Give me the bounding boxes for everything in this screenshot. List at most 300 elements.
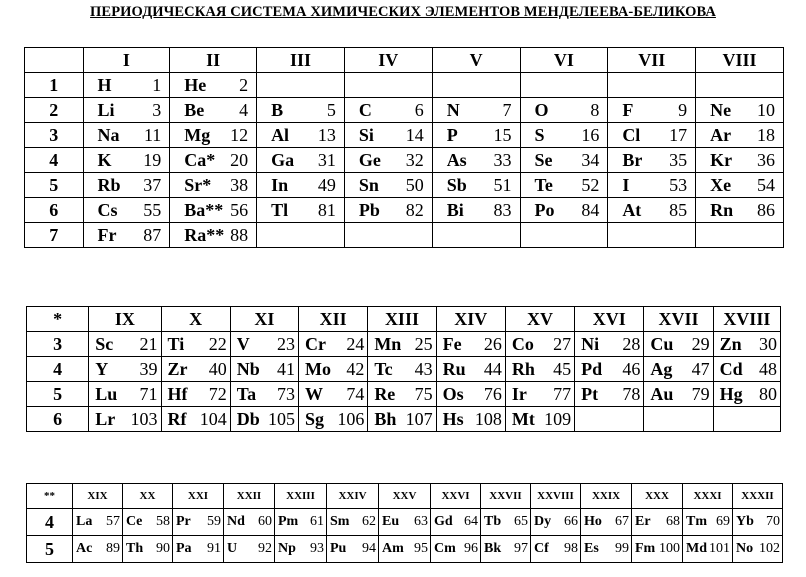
atomic-number: 14 bbox=[405, 124, 424, 145]
atomic-number: 16 bbox=[581, 124, 600, 145]
group-header-row bbox=[25, 48, 784, 73]
element-cell bbox=[644, 357, 713, 382]
element-symbol: N bbox=[446, 99, 460, 120]
element-cell bbox=[632, 509, 683, 536]
period-number: 4 bbox=[25, 148, 84, 173]
atomic-number: 2 bbox=[239, 74, 249, 95]
atomic-number: 40 bbox=[208, 358, 227, 379]
element-cell bbox=[275, 509, 327, 536]
atomic-number: 23 bbox=[277, 333, 296, 354]
group-header: XXVII bbox=[481, 484, 531, 509]
element-cell bbox=[696, 173, 784, 198]
element-cell bbox=[161, 357, 230, 382]
atomic-number: 95 bbox=[414, 541, 428, 556]
group-header: XXXI bbox=[683, 484, 733, 509]
element-symbol: Cl bbox=[622, 124, 641, 145]
element-cell bbox=[575, 332, 644, 357]
element-cell bbox=[432, 173, 520, 198]
atomic-number: 47 bbox=[691, 358, 710, 379]
atomic-number: 20 bbox=[230, 149, 249, 170]
empty-cell bbox=[608, 223, 696, 248]
element-symbol: Zn bbox=[719, 333, 742, 354]
atomic-number: 103 bbox=[130, 408, 158, 429]
element-cell bbox=[733, 536, 783, 563]
atomic-number: 18 bbox=[757, 124, 775, 145]
atomic-number: 101 bbox=[709, 541, 730, 556]
element-symbol: Mt bbox=[511, 408, 535, 429]
element-symbol: Lu bbox=[95, 383, 118, 404]
atomic-number: 91 bbox=[207, 541, 221, 556]
group-header: VIII bbox=[696, 48, 784, 73]
empty-cell bbox=[432, 73, 520, 98]
corner-cell: * bbox=[27, 307, 89, 332]
element-cell bbox=[520, 198, 608, 223]
element-symbol: As bbox=[446, 149, 467, 170]
element-cell bbox=[644, 332, 713, 357]
atomic-number: 32 bbox=[405, 149, 424, 170]
element-cell bbox=[632, 536, 683, 563]
group-header: V bbox=[432, 48, 520, 73]
element-symbol: Te bbox=[534, 174, 553, 195]
element-cell bbox=[83, 223, 170, 248]
atomic-number: 99 bbox=[615, 541, 629, 556]
element-cell bbox=[344, 98, 432, 123]
atomic-number: 108 bbox=[474, 408, 502, 429]
element-cell bbox=[379, 536, 431, 563]
element-symbol: Sc bbox=[95, 333, 114, 354]
period-row bbox=[25, 173, 784, 198]
atomic-number: 68 bbox=[666, 514, 680, 529]
element-symbol: Se bbox=[534, 149, 553, 170]
element-symbol: Pd bbox=[581, 358, 603, 379]
period-number: 6 bbox=[27, 407, 89, 432]
element-cell bbox=[344, 123, 432, 148]
element-symbol: W bbox=[305, 383, 324, 404]
element-cell bbox=[608, 148, 696, 173]
element-cell bbox=[123, 536, 173, 563]
period-row bbox=[27, 382, 781, 407]
element-symbol: Ba** bbox=[184, 199, 224, 220]
element-symbol: O bbox=[534, 99, 549, 120]
group-header: XXV bbox=[379, 484, 431, 509]
element-symbol: Cs bbox=[97, 199, 118, 220]
atomic-number: 8 bbox=[590, 99, 600, 120]
element-cell bbox=[224, 509, 275, 536]
atomic-number: 41 bbox=[277, 358, 296, 379]
atomic-number: 79 bbox=[691, 383, 710, 404]
period-number: 3 bbox=[27, 332, 89, 357]
atomic-number: 86 bbox=[757, 199, 775, 220]
atomic-number: 37 bbox=[143, 174, 162, 195]
element-symbol: K bbox=[97, 149, 112, 170]
element-symbol: Os bbox=[442, 383, 464, 404]
element-cell bbox=[89, 407, 161, 432]
atomic-number: 3 bbox=[152, 99, 162, 120]
atomic-number: 74 bbox=[346, 383, 365, 404]
atomic-number: 48 bbox=[759, 358, 777, 379]
element-cell bbox=[83, 98, 170, 123]
element-cell bbox=[575, 382, 644, 407]
atomic-number: 12 bbox=[230, 124, 249, 145]
atomic-number: 35 bbox=[669, 149, 688, 170]
atomic-number: 82 bbox=[405, 199, 424, 220]
empty-cell bbox=[257, 223, 345, 248]
element-cell bbox=[432, 98, 520, 123]
period-number: 7 bbox=[25, 223, 84, 248]
element-symbol: C bbox=[358, 99, 372, 120]
corner-cell: ** bbox=[27, 484, 73, 509]
group-header: XXIX bbox=[581, 484, 632, 509]
group-header: XXXII bbox=[733, 484, 783, 509]
element-cell bbox=[170, 73, 257, 98]
group-header: XII bbox=[299, 307, 368, 332]
element-symbol: Ir bbox=[511, 383, 527, 404]
atomic-number: 56 bbox=[230, 199, 249, 220]
empty-cell bbox=[520, 73, 608, 98]
element-symbol: Rn bbox=[710, 199, 734, 220]
element-symbol: Gd bbox=[434, 514, 453, 529]
atomic-number: 57 bbox=[106, 514, 120, 529]
element-cell bbox=[83, 198, 170, 223]
element-cell bbox=[170, 98, 257, 123]
element-symbol: Cf bbox=[534, 541, 549, 556]
element-symbol: Tm bbox=[686, 514, 707, 529]
element-cell bbox=[436, 407, 505, 432]
atomic-number: 31 bbox=[317, 149, 336, 170]
group-header-row bbox=[27, 484, 783, 509]
element-cell bbox=[170, 198, 257, 223]
atomic-number: 4 bbox=[239, 99, 249, 120]
atomic-number: 9 bbox=[678, 99, 688, 120]
element-cell bbox=[161, 332, 230, 357]
element-cell bbox=[170, 173, 257, 198]
element-symbol: Tl bbox=[271, 199, 289, 220]
atomic-number: 5 bbox=[326, 99, 336, 120]
period-row bbox=[27, 407, 781, 432]
atomic-number: 44 bbox=[483, 358, 502, 379]
element-symbol: Ne bbox=[710, 99, 732, 120]
period-row bbox=[25, 98, 784, 123]
atomic-number: 34 bbox=[581, 149, 600, 170]
atomic-number: 73 bbox=[277, 383, 296, 404]
element-cell bbox=[89, 357, 161, 382]
element-cell bbox=[230, 357, 298, 382]
element-symbol: Mn bbox=[374, 333, 402, 354]
element-cell bbox=[531, 509, 581, 536]
atomic-number: 85 bbox=[669, 199, 688, 220]
element-symbol: Fr bbox=[97, 224, 117, 245]
element-cell bbox=[379, 509, 431, 536]
element-cell bbox=[368, 357, 436, 382]
empty-cell bbox=[696, 223, 784, 248]
atomic-number: 55 bbox=[143, 199, 162, 220]
element-cell bbox=[299, 357, 368, 382]
atomic-number: 107 bbox=[405, 408, 433, 429]
atomic-number: 58 bbox=[156, 514, 170, 529]
element-cell bbox=[299, 407, 368, 432]
atomic-number: 71 bbox=[139, 383, 158, 404]
group-header: XIII bbox=[368, 307, 436, 332]
group-header: XVII bbox=[644, 307, 713, 332]
group-header: XXIII bbox=[275, 484, 327, 509]
atomic-number: 7 bbox=[502, 99, 512, 120]
atomic-number: 72 bbox=[208, 383, 227, 404]
group-header: VI bbox=[520, 48, 608, 73]
atomic-number: 75 bbox=[414, 383, 433, 404]
element-cell bbox=[257, 148, 345, 173]
element-symbol: Nb bbox=[236, 358, 260, 379]
element-cell bbox=[520, 123, 608, 148]
element-symbol: Lr bbox=[95, 408, 116, 429]
element-cell bbox=[170, 148, 257, 173]
period-number: 3 bbox=[25, 123, 84, 148]
period-row bbox=[25, 148, 784, 173]
element-symbol: Li bbox=[97, 99, 115, 120]
atomic-number: 94 bbox=[362, 541, 376, 556]
element-symbol: Ce bbox=[126, 514, 143, 529]
empty-cell bbox=[432, 223, 520, 248]
element-cell bbox=[83, 173, 170, 198]
element-symbol: Ru bbox=[442, 358, 466, 379]
period-row bbox=[25, 123, 784, 148]
element-cell bbox=[275, 536, 327, 563]
atomic-number: 19 bbox=[143, 149, 162, 170]
period-number: 2 bbox=[25, 98, 84, 123]
element-symbol: F bbox=[622, 99, 634, 120]
element-symbol: Na bbox=[97, 124, 120, 145]
element-symbol: V bbox=[236, 333, 250, 354]
atomic-number: 67 bbox=[615, 514, 629, 529]
element-symbol: Sr* bbox=[184, 174, 212, 195]
element-symbol: B bbox=[271, 99, 284, 120]
empty-cell bbox=[520, 223, 608, 248]
element-cell bbox=[83, 73, 170, 98]
group-header: I bbox=[83, 48, 170, 73]
element-cell bbox=[696, 98, 784, 123]
element-symbol: Ca* bbox=[184, 149, 216, 170]
atomic-number: 1 bbox=[152, 74, 162, 95]
atomic-number: 61 bbox=[310, 514, 324, 529]
element-symbol: Rh bbox=[511, 358, 535, 379]
atomic-number: 33 bbox=[493, 149, 512, 170]
element-symbol: Sn bbox=[358, 174, 379, 195]
main-periodic-table bbox=[24, 47, 784, 248]
element-symbol: Ga bbox=[271, 149, 295, 170]
group-header: XIV bbox=[436, 307, 505, 332]
atomic-number: 104 bbox=[199, 408, 227, 429]
atomic-number: 51 bbox=[493, 174, 512, 195]
element-symbol: P bbox=[446, 124, 458, 145]
empty-cell bbox=[608, 73, 696, 98]
atomic-number: 88 bbox=[230, 224, 249, 245]
element-cell bbox=[83, 123, 170, 148]
group-header: XVIII bbox=[713, 307, 780, 332]
atomic-number: 50 bbox=[405, 174, 424, 195]
element-cell bbox=[368, 382, 436, 407]
element-cell bbox=[73, 536, 123, 563]
atomic-number: 27 bbox=[553, 333, 572, 354]
element-symbol: U bbox=[227, 541, 238, 556]
element-symbol: Zr bbox=[167, 358, 188, 379]
element-symbol: Md bbox=[686, 541, 707, 556]
atomic-number: 24 bbox=[346, 333, 365, 354]
element-cell bbox=[230, 332, 298, 357]
atomic-number: 63 bbox=[414, 514, 428, 529]
period-row bbox=[25, 73, 784, 98]
element-cell bbox=[683, 536, 733, 563]
atomic-number: 17 bbox=[669, 124, 688, 145]
period-row bbox=[27, 357, 781, 382]
f-block-table bbox=[26, 483, 783, 563]
atomic-number: 42 bbox=[346, 358, 365, 379]
element-cell bbox=[531, 536, 581, 563]
atomic-number: 59 bbox=[207, 514, 221, 529]
atomic-number: 97 bbox=[514, 541, 528, 556]
group-header: XI bbox=[230, 307, 298, 332]
element-symbol: Rb bbox=[97, 174, 121, 195]
element-symbol: La bbox=[76, 514, 93, 529]
element-cell bbox=[733, 509, 783, 536]
element-cell bbox=[173, 509, 224, 536]
element-cell bbox=[644, 382, 713, 407]
element-symbol: Es bbox=[584, 541, 599, 556]
atomic-number: 98 bbox=[564, 541, 578, 556]
period-number: 5 bbox=[27, 382, 89, 407]
element-cell bbox=[683, 509, 733, 536]
element-symbol: Co bbox=[511, 333, 534, 354]
group-header: VII bbox=[608, 48, 696, 73]
element-cell bbox=[257, 123, 345, 148]
element-symbol: Er bbox=[635, 514, 651, 529]
element-cell bbox=[581, 509, 632, 536]
element-cell bbox=[368, 332, 436, 357]
atomic-number: 69 bbox=[716, 514, 730, 529]
element-symbol: Sb bbox=[446, 174, 467, 195]
element-cell bbox=[505, 407, 574, 432]
element-symbol: Ti bbox=[167, 333, 185, 354]
element-cell bbox=[608, 98, 696, 123]
element-symbol: Sm bbox=[330, 514, 350, 529]
element-symbol: Cm bbox=[434, 541, 456, 556]
element-cell bbox=[713, 382, 780, 407]
element-cell bbox=[520, 98, 608, 123]
element-symbol: At bbox=[622, 199, 642, 220]
atomic-number: 77 bbox=[553, 383, 572, 404]
atomic-number: 87 bbox=[143, 224, 162, 245]
element-cell bbox=[436, 357, 505, 382]
element-cell bbox=[327, 536, 379, 563]
element-cell bbox=[520, 173, 608, 198]
element-symbol: Tc bbox=[374, 358, 393, 379]
element-symbol: Ra** bbox=[184, 224, 225, 245]
atomic-number: 64 bbox=[464, 514, 478, 529]
atomic-number: 109 bbox=[544, 408, 572, 429]
element-symbol: Ho bbox=[584, 514, 602, 529]
atomic-number: 106 bbox=[337, 408, 365, 429]
page-title: ПЕРИОДИЧЕСКАЯ СИСТЕМА ХИМИЧЕСКИХ ЭЛЕМЕНТОВ МЕНДЕЛЕЕВА-БЕЛИКОВА bbox=[90, 4, 716, 20]
element-symbol: Np bbox=[278, 541, 296, 556]
atomic-number: 60 bbox=[258, 514, 272, 529]
atomic-number: 83 bbox=[493, 199, 512, 220]
atomic-number: 100 bbox=[659, 541, 680, 556]
element-cell bbox=[257, 198, 345, 223]
atomic-number: 102 bbox=[759, 541, 780, 556]
corner-cell bbox=[25, 48, 84, 73]
group-header: IX bbox=[89, 307, 161, 332]
element-symbol: Tb bbox=[484, 514, 502, 529]
group-header: XXIV bbox=[327, 484, 379, 509]
atomic-number: 39 bbox=[139, 358, 158, 379]
atomic-number: 70 bbox=[766, 514, 780, 529]
atomic-number: 21 bbox=[139, 333, 158, 354]
element-symbol: Al bbox=[271, 124, 290, 145]
element-cell bbox=[327, 509, 379, 536]
d-block-table bbox=[26, 306, 781, 432]
element-cell bbox=[608, 123, 696, 148]
element-symbol: Cu bbox=[650, 333, 674, 354]
period-number: 5 bbox=[27, 536, 73, 563]
element-cell bbox=[368, 407, 436, 432]
element-symbol: Yb bbox=[736, 514, 754, 529]
atomic-number: 66 bbox=[564, 514, 578, 529]
element-symbol: Au bbox=[650, 383, 674, 404]
period-number: 6 bbox=[25, 198, 84, 223]
atomic-number: 92 bbox=[258, 541, 272, 556]
group-header: XIX bbox=[73, 484, 123, 509]
element-symbol: Am bbox=[382, 541, 404, 556]
element-symbol: Br bbox=[622, 149, 643, 170]
element-symbol: Si bbox=[358, 124, 374, 145]
empty-cell bbox=[713, 407, 780, 432]
element-symbol: Pm bbox=[278, 514, 299, 529]
element-cell bbox=[505, 382, 574, 407]
group-header: XX bbox=[123, 484, 173, 509]
empty-cell bbox=[257, 73, 345, 98]
element-cell bbox=[83, 148, 170, 173]
element-cell bbox=[230, 382, 298, 407]
element-cell bbox=[230, 407, 298, 432]
element-symbol: Po bbox=[534, 199, 555, 220]
atomic-number: 105 bbox=[268, 408, 296, 429]
group-header: XXII bbox=[224, 484, 275, 509]
element-cell bbox=[161, 382, 230, 407]
element-cell bbox=[170, 123, 257, 148]
atomic-number: 54 bbox=[757, 174, 775, 195]
atomic-number: 65 bbox=[514, 514, 528, 529]
element-cell bbox=[89, 382, 161, 407]
element-cell bbox=[436, 382, 505, 407]
element-symbol: Bk bbox=[484, 541, 502, 556]
element-cell bbox=[432, 198, 520, 223]
element-cell bbox=[344, 198, 432, 223]
group-header: III bbox=[257, 48, 345, 73]
element-symbol: I bbox=[622, 174, 630, 195]
atomic-number: 52 bbox=[581, 174, 600, 195]
group-header: IV bbox=[344, 48, 432, 73]
element-cell bbox=[481, 536, 531, 563]
element-cell bbox=[299, 332, 368, 357]
atomic-number: 15 bbox=[493, 124, 512, 145]
element-cell bbox=[161, 407, 230, 432]
atomic-number: 6 bbox=[414, 99, 424, 120]
element-cell bbox=[505, 357, 574, 382]
element-cell bbox=[696, 123, 784, 148]
element-symbol: Rf bbox=[167, 408, 187, 429]
atomic-number: 10 bbox=[757, 99, 775, 120]
element-cell bbox=[608, 173, 696, 198]
element-symbol: Ta bbox=[236, 383, 257, 404]
element-cell bbox=[696, 148, 784, 173]
